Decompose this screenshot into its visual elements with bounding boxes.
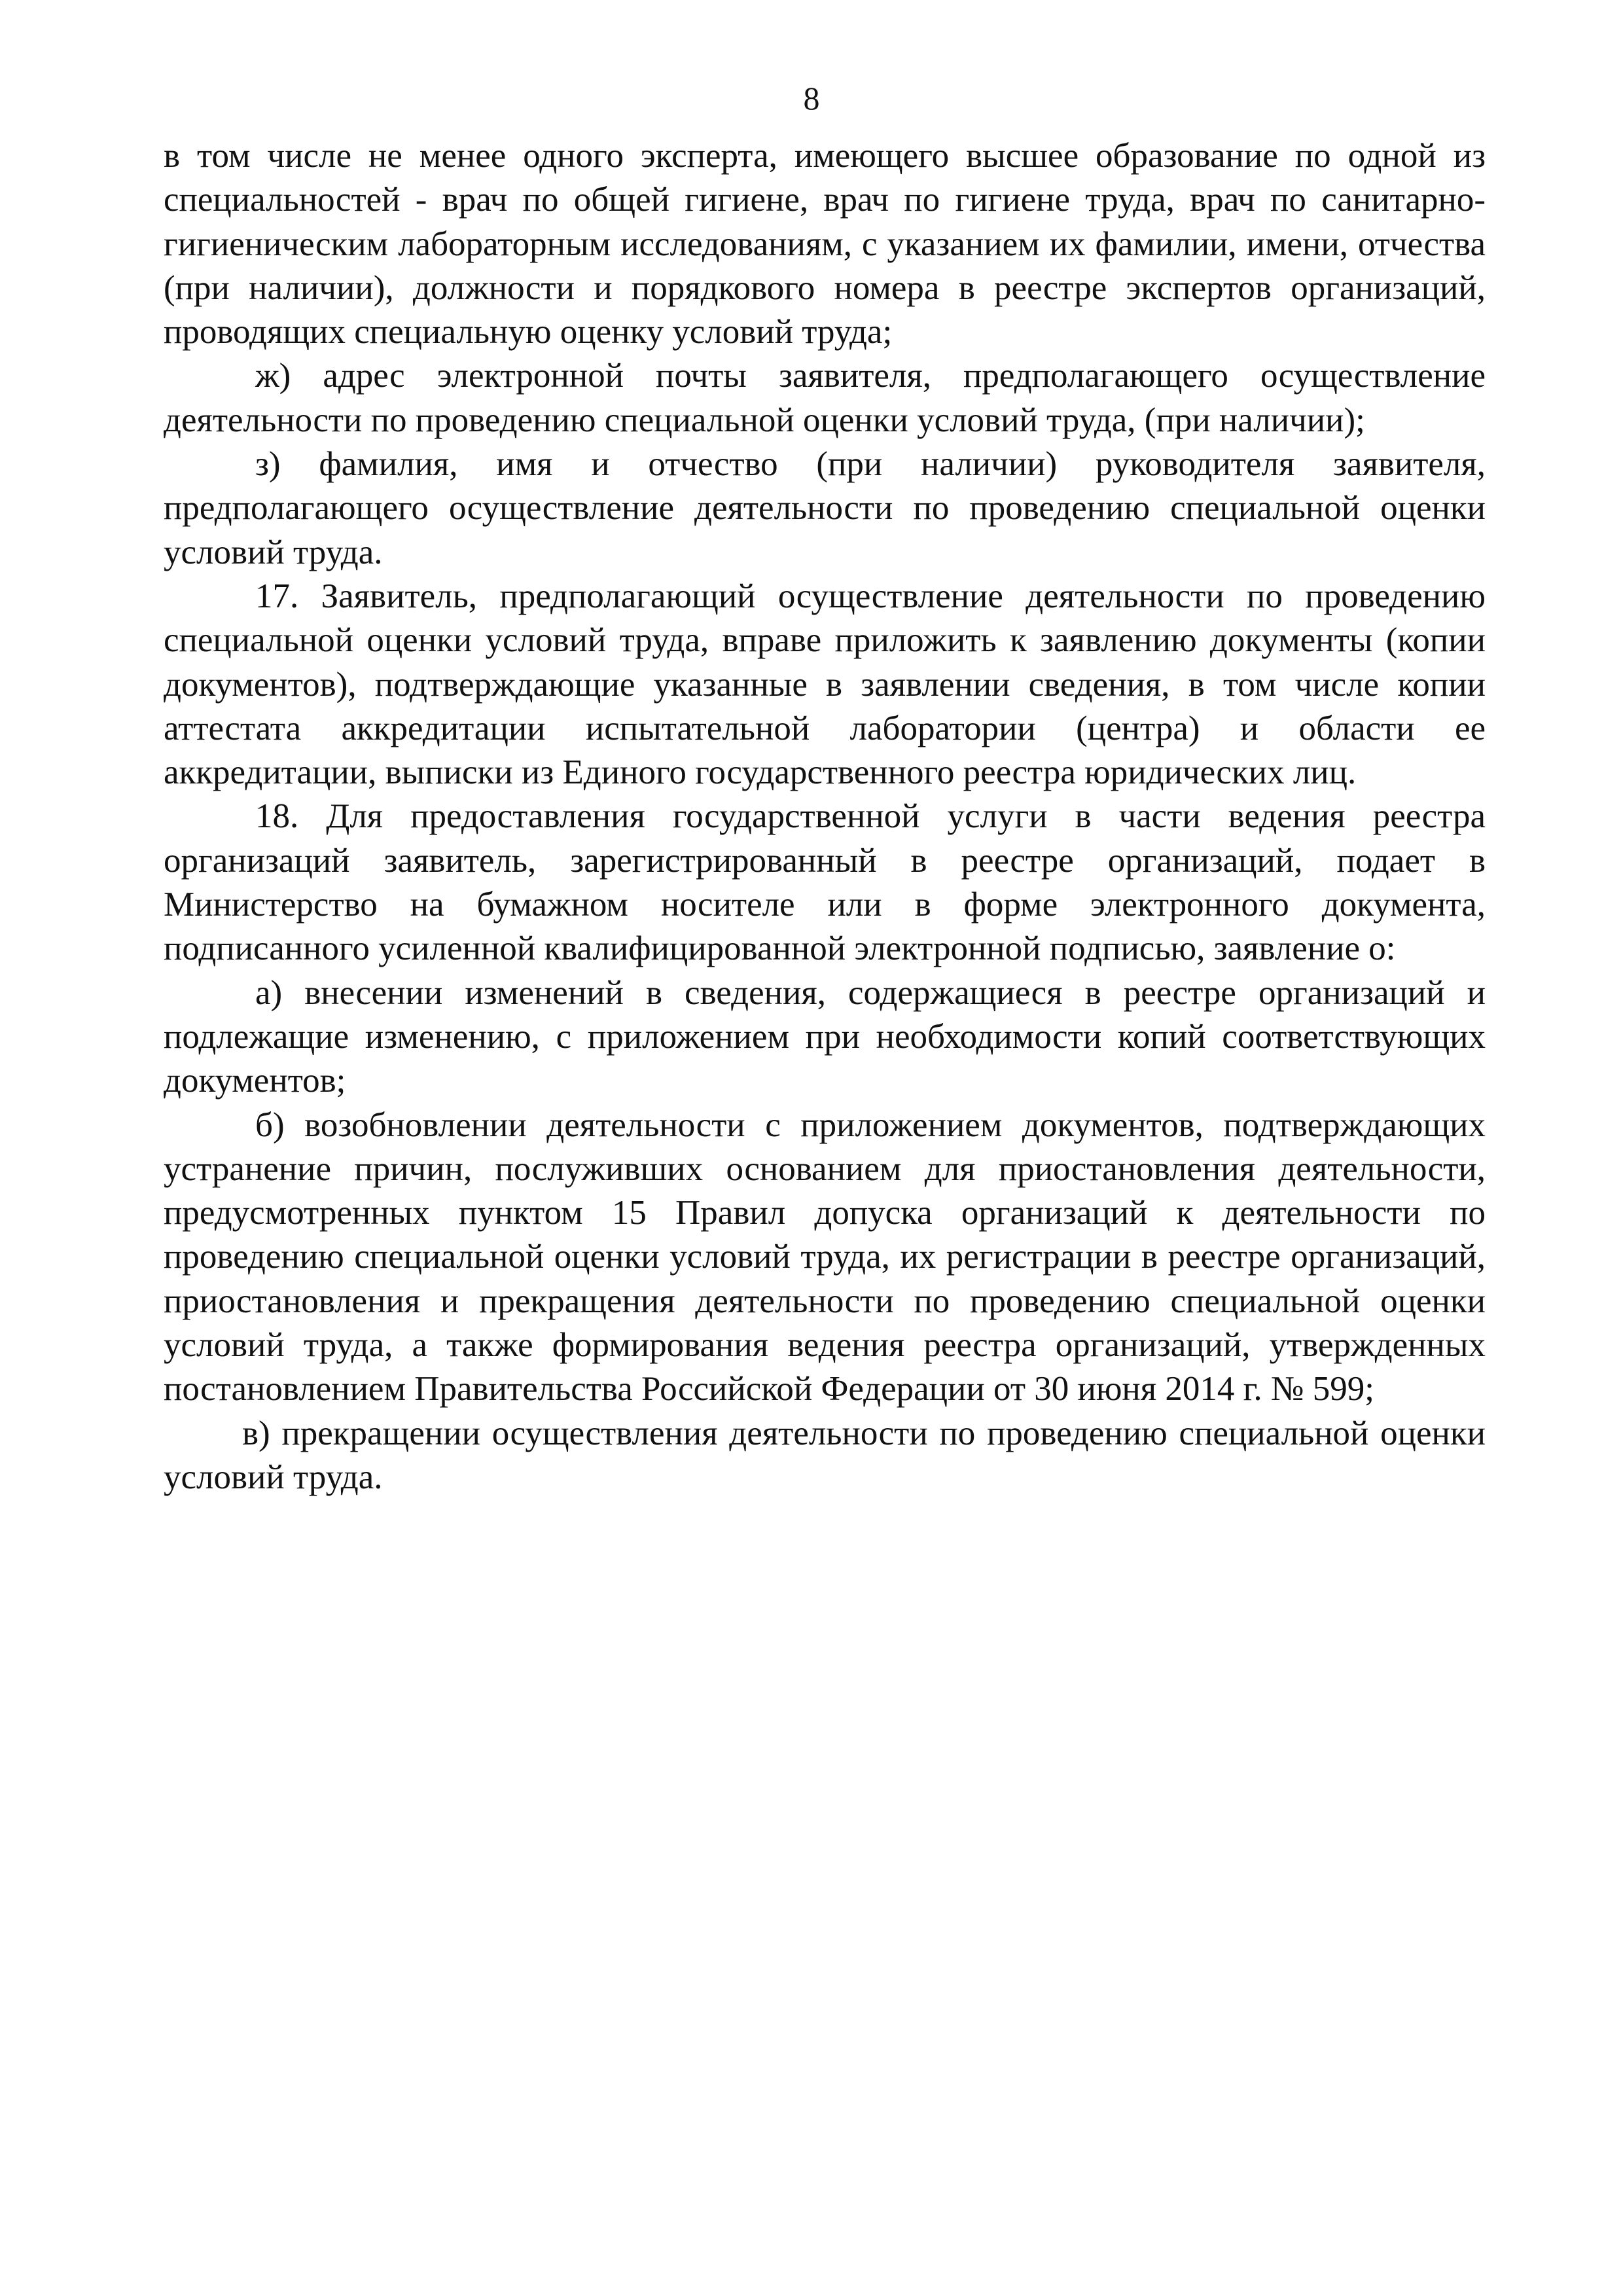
paragraph-clause-18: 18. Для предоставления государственной услуги в части ведения реестра организаций заявитель, зарегистрированный в реестре организаций, подает в Министерство на бумажном носителе или в форме электронного документа, подписанного усиленной квалифицированной электронной подписью, заявление о:	[164, 797, 1486, 968]
paragraph-continuation: в том числе не менее одного эксперта, имеющего высшее образование по одной из специальностей - врач по общей гигиене, врач по гигиене труда, врач по санитарно-гигиеническим лабораторным исследованиям, с указанием их фамилии, имени, отчества (при наличии), должности и порядкового номера в реестре экспертов организаций, проводящих специальную оценку условий труда;	[164, 137, 1486, 351]
document-body	[164, 134, 1486, 1499]
paragraph-item-a: а) внесении изменений в сведения, содержащиеся в реестре организаций и подлежащие изменению, с приложением при необходимости копий соответствующих документов;	[164, 973, 1486, 1100]
paragraph-item-b: б) возобновлении деятельности с приложением документов, подтверждающих устранение причин, послуживших основанием для приостановления деятельности, предусмотренных пунктом 15 Правил допуска организаций к деятельности по проведению специальной оценки условий труда, их регистрации в реестре организаций, приостановления и прекращения деятельности по проведению специальной оценки условий труда, а также формирования ведения реестра организаций, утвержденных постановлением Правительства Российской Федерации от 30 июня 2014 г. № 599;	[164, 1105, 1486, 1408]
paragraph-item-v: в) прекращении осуществления деятельности по проведению специальной оценки условий труда.	[164, 1414, 1486, 1496]
paragraph-clause-17: 17. Заявитель, предполагающий осуществление деятельности по проведению специальной оценки условий труда, вправе приложить к заявлению документы (копии документов), подтверждающие указанные в заявлении сведения, в том числе копии аттестата аккредитации испытательной лаборатории (центра) и области ее аккредитации, выписки из Единого государственного реестра юридических лиц.	[164, 577, 1486, 792]
paragraph-item-z: з) фамилия, имя и отчество (при наличии) руководителя заявителя, предполагающего осуществление деятельности по проведению специальной оценки условий труда.	[164, 445, 1486, 571]
paragraph-item-zh: ж) адрес электронной почты заявителя, предполагающего осуществление деятельности по проведению специальной оценки условий труда, (при наличии);	[164, 357, 1486, 439]
page-number: 8	[803, 80, 820, 117]
